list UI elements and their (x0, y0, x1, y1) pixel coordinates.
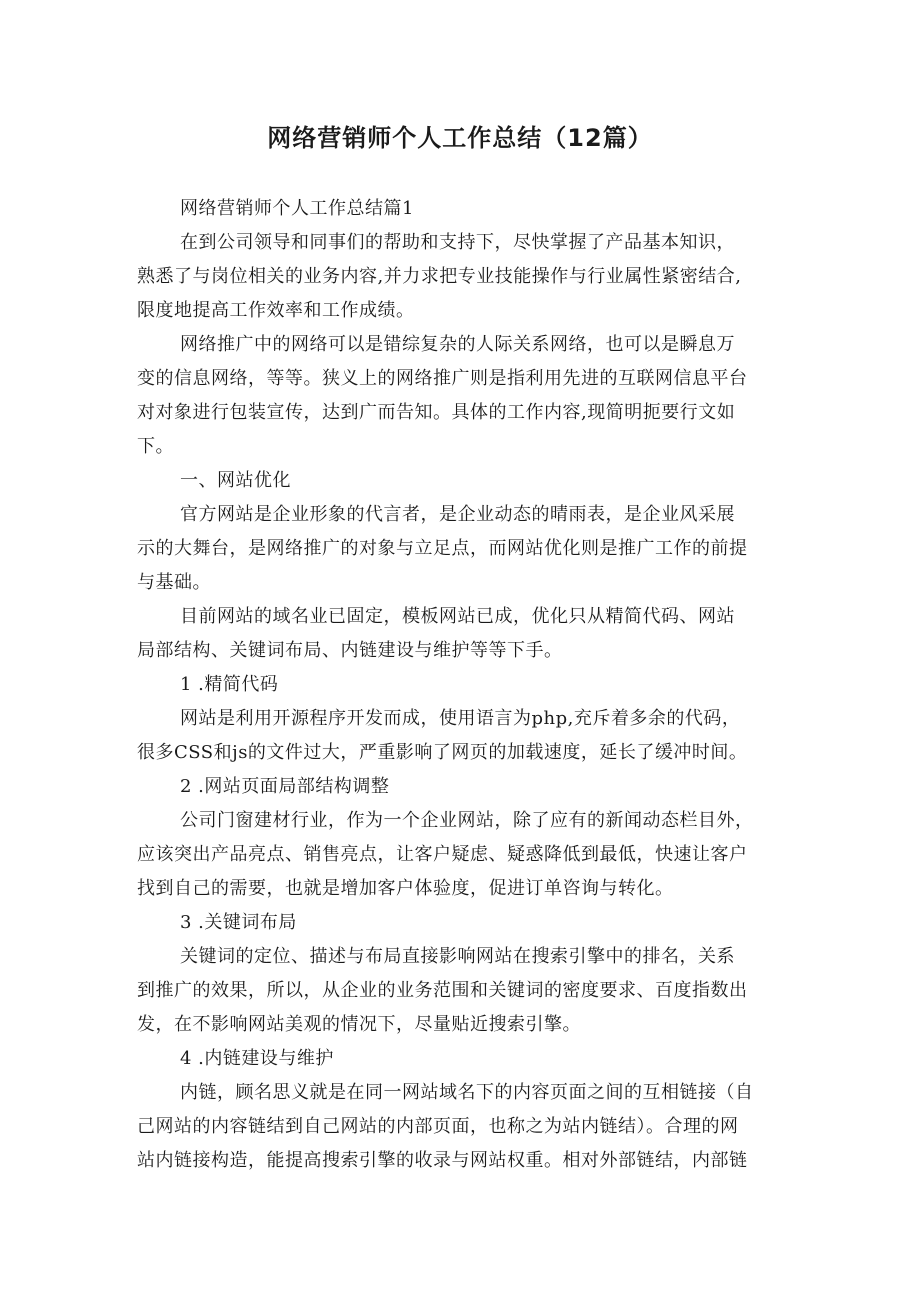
text-line: 应该突出产品亮点、销售亮点，让客户疑虑、疑惑降低到最低，快速让客户 (137, 844, 748, 865)
text-line: 很多CSS和js的文件过大，严重影响了网页的加载速度，延长了缓冲时间。 (137, 742, 748, 763)
text-line: 网络营销师个人工作总结篇1 (180, 198, 414, 219)
text-line: 1 .精简代码 (180, 674, 279, 695)
document-body (137, 192, 797, 1178)
text-line: 示的大舞台，是网络推广的对象与立足点，而网站优化则是推广工作的前提 (137, 538, 748, 559)
text-line: 站内链接构造，能提高搜索引擎的收录与网站权重。相对外部链结，内部链 (137, 1150, 748, 1171)
text-line: 变的信息网络，等等。狭义上的网络推广则是指利用先进的互联网信息平台 (137, 368, 748, 389)
text-line: 找到自己的需要，也就是增加客户体验度，促进订单咨询与转化。 (137, 878, 674, 899)
text-line: 网络推广中的网络可以是错综复杂的人际关系网络，也可以是瞬息万 (180, 334, 735, 355)
text-line: 与基础。 (137, 572, 211, 593)
text-line: 网站是利用开源程序开发而成，使用语言为php,充斥着多余的代码， (180, 708, 741, 729)
document-title: 网络营销师个人工作总结（12篇） (267, 124, 653, 152)
text-line: 3 .关键词布局 (180, 912, 297, 933)
text-line: 己网站的内容链结到自己网站的内部页面，也称之为站内链结）。合理的网 (137, 1116, 739, 1137)
text-line: 对对象进行包装宣传，达到广而告知。具体的工作内容,现简明扼要行文如 (137, 402, 736, 423)
text-line: 目前网站的域名业已固定，模板网站已成，优化只从精简代码、网站 (180, 606, 735, 627)
text-line: 下。 (137, 436, 174, 457)
text-line: 官方网站是企业形象的代言者，是企业动态的晴雨表，是企业风采展 (180, 504, 735, 525)
text-line: 到推广的效果，所以，从企业的业务范围和关键词的密度要求、百度指数出 (137, 980, 748, 1001)
text-line: 公司门窗建材行业，作为一个企业网站，除了应有的新闻动态栏目外， (180, 810, 754, 831)
text-line: 关键词的定位、描述与布局直接影响网站在搜索引擎中的排名，关系 (180, 946, 735, 967)
text-line: 发，在不影响网站美观的情况下，尽量贴近搜索引擎。 (137, 1014, 581, 1035)
text-line: 在到公司领导和同事们的帮助和支持下，尽快掌握了产品基本知识， (180, 232, 735, 253)
text-line: 4 .内链建设与维护 (180, 1048, 334, 1069)
text-line: 局部结构、关键词布局、内链建设与维护等等下手。 (137, 640, 563, 661)
text-line: 2 .网站页面局部结构调整 (180, 776, 390, 797)
text-line: 限度地提高工作效率和工作成绩。 (137, 300, 415, 321)
text-line: 内链，顾名思义就是在同一网站域名下的内容页面之间的互相链接（自 (180, 1082, 754, 1103)
text-line: 一、网站优化 (180, 470, 291, 491)
text-line: 熟悉了与岗位相关的业务内容,并力求把专业技能操作与行业属性紧密结合, (137, 266, 742, 287)
